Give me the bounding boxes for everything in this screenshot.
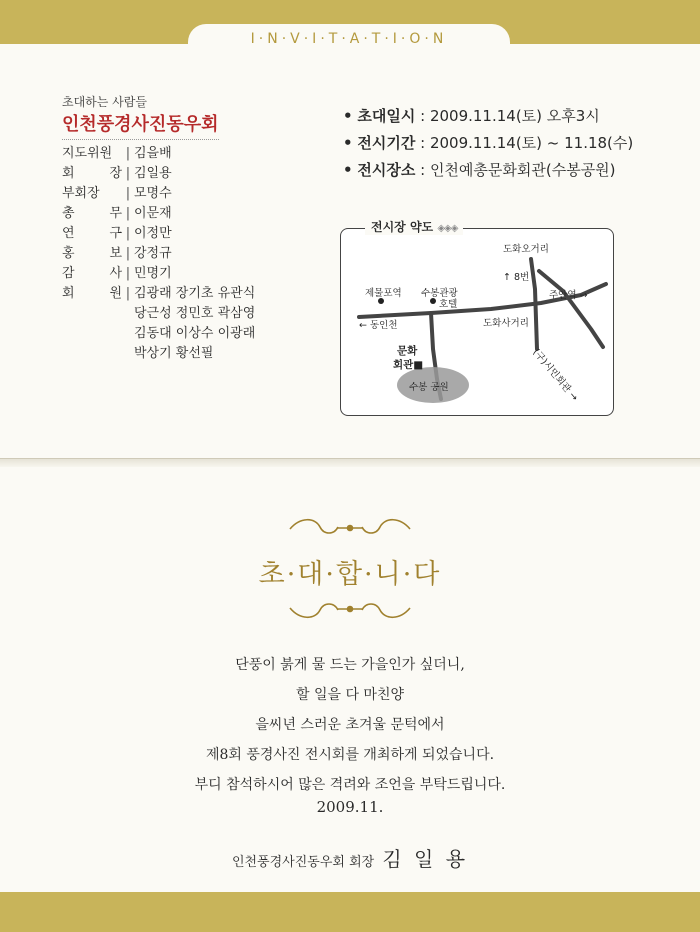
club-name: 인천풍경사진동우회 [62,110,219,140]
map-title-text: 전시장 약도 [371,220,434,234]
map-label-dongincheon: ← 동인천 [359,320,398,331]
event-value: 2009.11.14(토) ~ 11.18(수) [429,134,634,152]
role-names: 이정만 [134,226,172,241]
role-separator: | [125,226,131,241]
map-label-hotel: 호텔 [439,299,458,310]
venue-map [340,228,614,416]
signature-prefix: 인천풍경사진동우회 회장 [231,855,375,870]
ornament-bottom-icon [280,596,420,622]
role-names: 김일용 [134,166,172,181]
role-title: 회 장 [62,166,122,181]
role-names: 김동대 이상수 이광래 [134,326,256,341]
bullet: • [343,134,353,152]
role-title: 부회장 [62,186,100,201]
event-row-period: • 전시기간 : 2009.11.14(토) ~ 11.18(수) [343,134,634,152]
role-title [62,304,122,324]
map-label-jemulpo: 제물포역 [365,288,402,299]
event-label: 전시장소 [357,161,416,179]
role-separator [122,344,134,364]
role-title: 감 사 [62,266,122,281]
role-row [62,304,294,324]
role-separator: | [125,286,131,301]
role-names: 김광래 장기초 유관식 [134,286,256,301]
event-value: 인천예총문화회관(수봉공원) [429,161,616,179]
ornament-top-icon [280,515,420,541]
map-label-dohwa-sageori: 도화사거리 [483,318,529,329]
role-row [62,164,294,184]
role-row [62,264,294,284]
invitation-message [0,650,700,800]
hosts-caption: 초대하는 사람들 [62,95,147,109]
invitation-tab-label: I·N·V·I·T·A·T·I·O·N [250,31,448,47]
event-label: 전시기간 [357,134,416,152]
map-label-hall: 회관■ [393,359,424,371]
event-row-venue: • 전시장소 : 인천예총문화회관(수봉공원) [343,161,616,179]
event-value: 2009.11.14(토) 오후3시 [429,107,600,125]
role-separator [122,304,134,324]
role-names: 강정규 [134,246,172,261]
message-line: 할 일을 다 마친양 [295,687,405,703]
map-label-old-cityhall: (구)시민회관 → [530,346,581,404]
invitation-date: 2009.11. [316,798,384,816]
role-title [62,324,122,344]
role-row [62,224,294,244]
role-row [62,244,294,264]
map-label-juan-station: 주안역 → [549,290,588,301]
map-label-road-number: ↑ 8번 [503,272,530,283]
role-title: 총 무 [62,206,122,221]
role-row [62,344,294,364]
invitation-heading: 초·대·합·니·다 [258,559,442,590]
map-label-subong-park: 수봉 공원 [409,382,449,393]
map-label-munhwa: 문화 [397,345,418,357]
role-names: 민명기 [134,266,172,281]
map-title-arrows-icon: ◈◈◈ [437,223,458,234]
role-separator: | [125,186,131,201]
fold-line [0,458,700,467]
role-names: 김을배 [134,146,172,161]
signature [0,843,700,872]
bullet: • [343,161,353,179]
role-title: 회 원 [62,286,122,301]
roles-list [62,144,294,364]
role-row [62,204,294,224]
role-separator: | [125,246,131,261]
message-line: 부디 참석하시어 많은 격려와 조언을 부탁드립니다. [194,777,506,793]
role-row [62,324,294,344]
role-names: 모명수 [134,186,172,201]
role-title: 연 구 [62,226,122,241]
role-separator: | [125,146,131,161]
signature-name: 김 일 용 [382,847,469,871]
message-line: 제8회 풍경사진 전시회를 개최하게 되었습니다. [205,747,495,763]
role-separator: | [125,266,131,281]
event-details [343,103,633,184]
role-title: 지도위원 [62,146,113,161]
invitation-tab [188,24,510,52]
role-row [62,184,294,204]
role-separator [122,324,134,344]
role-row [62,144,294,164]
event-row-datetime: • 초대일시 : 2009.11.14(토) 오후3시 [343,107,600,125]
bullet: • [343,107,353,125]
message-line: 단풍이 붉게 물 드는 가을인가 싶더니, [235,657,465,673]
role-title [62,344,122,364]
role-names: 이문재 [134,206,172,221]
map-label-dohwa-ogeori: 도화오거리 [503,244,549,255]
role-row [62,284,294,304]
map-label-subong-hotel: 수봉관광 [421,288,458,299]
road-diagonal [539,271,603,347]
map-title [365,218,463,235]
role-separator: | [125,166,131,181]
message-line: 을씨년 스러운 초겨울 문턱에서 [255,717,445,733]
role-names: 박상기 황선필 [134,346,214,361]
event-label: 초대일시 [357,107,416,125]
bottom-gold-band [0,892,700,932]
role-names: 당근성 정민호 곽삼영 [134,306,256,321]
role-separator: | [125,206,131,221]
role-title: 홍 보 [62,246,122,261]
